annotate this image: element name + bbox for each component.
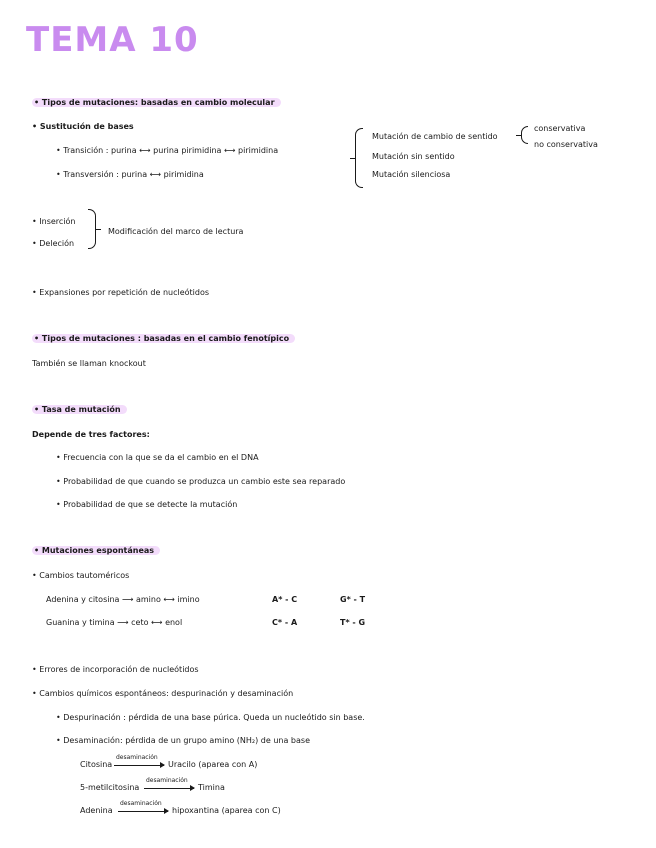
delecion-label: • Deleción [32, 239, 75, 248]
reaction-1-arrow-label: desaminación [116, 754, 158, 761]
depende-label: Depende de tres factores: [32, 430, 150, 439]
reaction-2-arrow-label: desaminación [146, 777, 188, 784]
reaction-3-arrow [118, 811, 168, 812]
expansiones-label: • Expansiones por repetición de nucleótidos [32, 288, 210, 297]
pair-c-a: C* - A [272, 618, 298, 627]
brace-indels [88, 209, 96, 249]
section-heading-espontaneas: • Mutaciones espontáneas [32, 546, 160, 555]
reaction-3-arrow-label: desaminación [120, 800, 162, 807]
modificacion-marco-lectura: Modificación del marco de lectura [108, 227, 244, 236]
cambios-quimicos: • Cambios químicos espontáneos: despurinación y desaminación [32, 689, 294, 698]
pair-a-c: A* - C [272, 595, 298, 604]
no-conservativa-label: no conservativa [534, 140, 598, 149]
pair-t-g: T* - G [340, 618, 366, 627]
mutacion-sin-sentido: Mutación sin sentido [372, 152, 455, 161]
reaction-2-right: Timina [198, 783, 225, 792]
section-heading-molecular: • Tipos de mutaciones: basadas en cambio molecular [32, 98, 281, 107]
reaction-2-left: 5-metilcitosina [80, 783, 140, 792]
reaction-3-left: Adenina [80, 806, 113, 815]
errores-incorporacion: • Errores de incorporación de nucleótidos [32, 665, 199, 674]
reaction-2-arrow [144, 788, 194, 789]
tautomer-row-1: Adenina y citosina ⟶ amino ⟷ imino [46, 595, 200, 604]
sustitucion-label: • Sustitución de bases [32, 122, 134, 131]
brace-conservativa [521, 126, 528, 144]
pair-g-t: G* - T [340, 595, 366, 604]
factor-3: • Probabilidad de que se detecte la mutación [56, 500, 238, 509]
transicion-line: • Transición : purina ⟷ purina pirimidina ⟷ pirimidina [56, 146, 279, 155]
insercion-label: • Inserción [32, 217, 76, 226]
brace-mutation-types [355, 128, 363, 188]
mutacion-silenciosa: Mutación silenciosa [372, 170, 451, 179]
factor-1: • Frecuencia con la que se da el cambio en el DNA [56, 453, 259, 462]
page-title: TEMA 10 [26, 20, 199, 60]
section-heading-fenotipico: • Tipos de mutaciones : basadas en el cambio fenotípico [32, 334, 295, 343]
conservativa-label: conservativa [534, 124, 586, 133]
mutacion-cambio-sentido: Mutación de cambio de sentido [372, 132, 498, 141]
knockout-text: También se llaman knockout [32, 359, 146, 368]
section-heading-tasa: • Tasa de mutación [32, 405, 127, 414]
reaction-1-left: Citosina [80, 760, 113, 769]
reaction-1-right: Uracilo (aparea con A) [168, 760, 258, 769]
despurinacion-line: • Despurinación : pérdida de una base púrica. Queda un nucleótido sin base. [56, 713, 365, 722]
cambios-tautomericos: • Cambios tautoméricos [32, 571, 130, 580]
transversion-line: • Transversión : purina ⟷ pirimidina [56, 170, 204, 179]
factor-2: • Probabilidad de que cuando se produzca un cambio este sea reparado [56, 477, 346, 486]
desaminacion-line: • Desaminación: pérdida de un grupo amino (NH₂) de una base [56, 736, 310, 745]
reaction-1-arrow [114, 765, 164, 766]
reaction-3-right: hipoxantina (aparea con C) [172, 806, 281, 815]
tautomer-row-2: Guanina y timina ⟶ ceto ⟷ enol [46, 618, 183, 627]
